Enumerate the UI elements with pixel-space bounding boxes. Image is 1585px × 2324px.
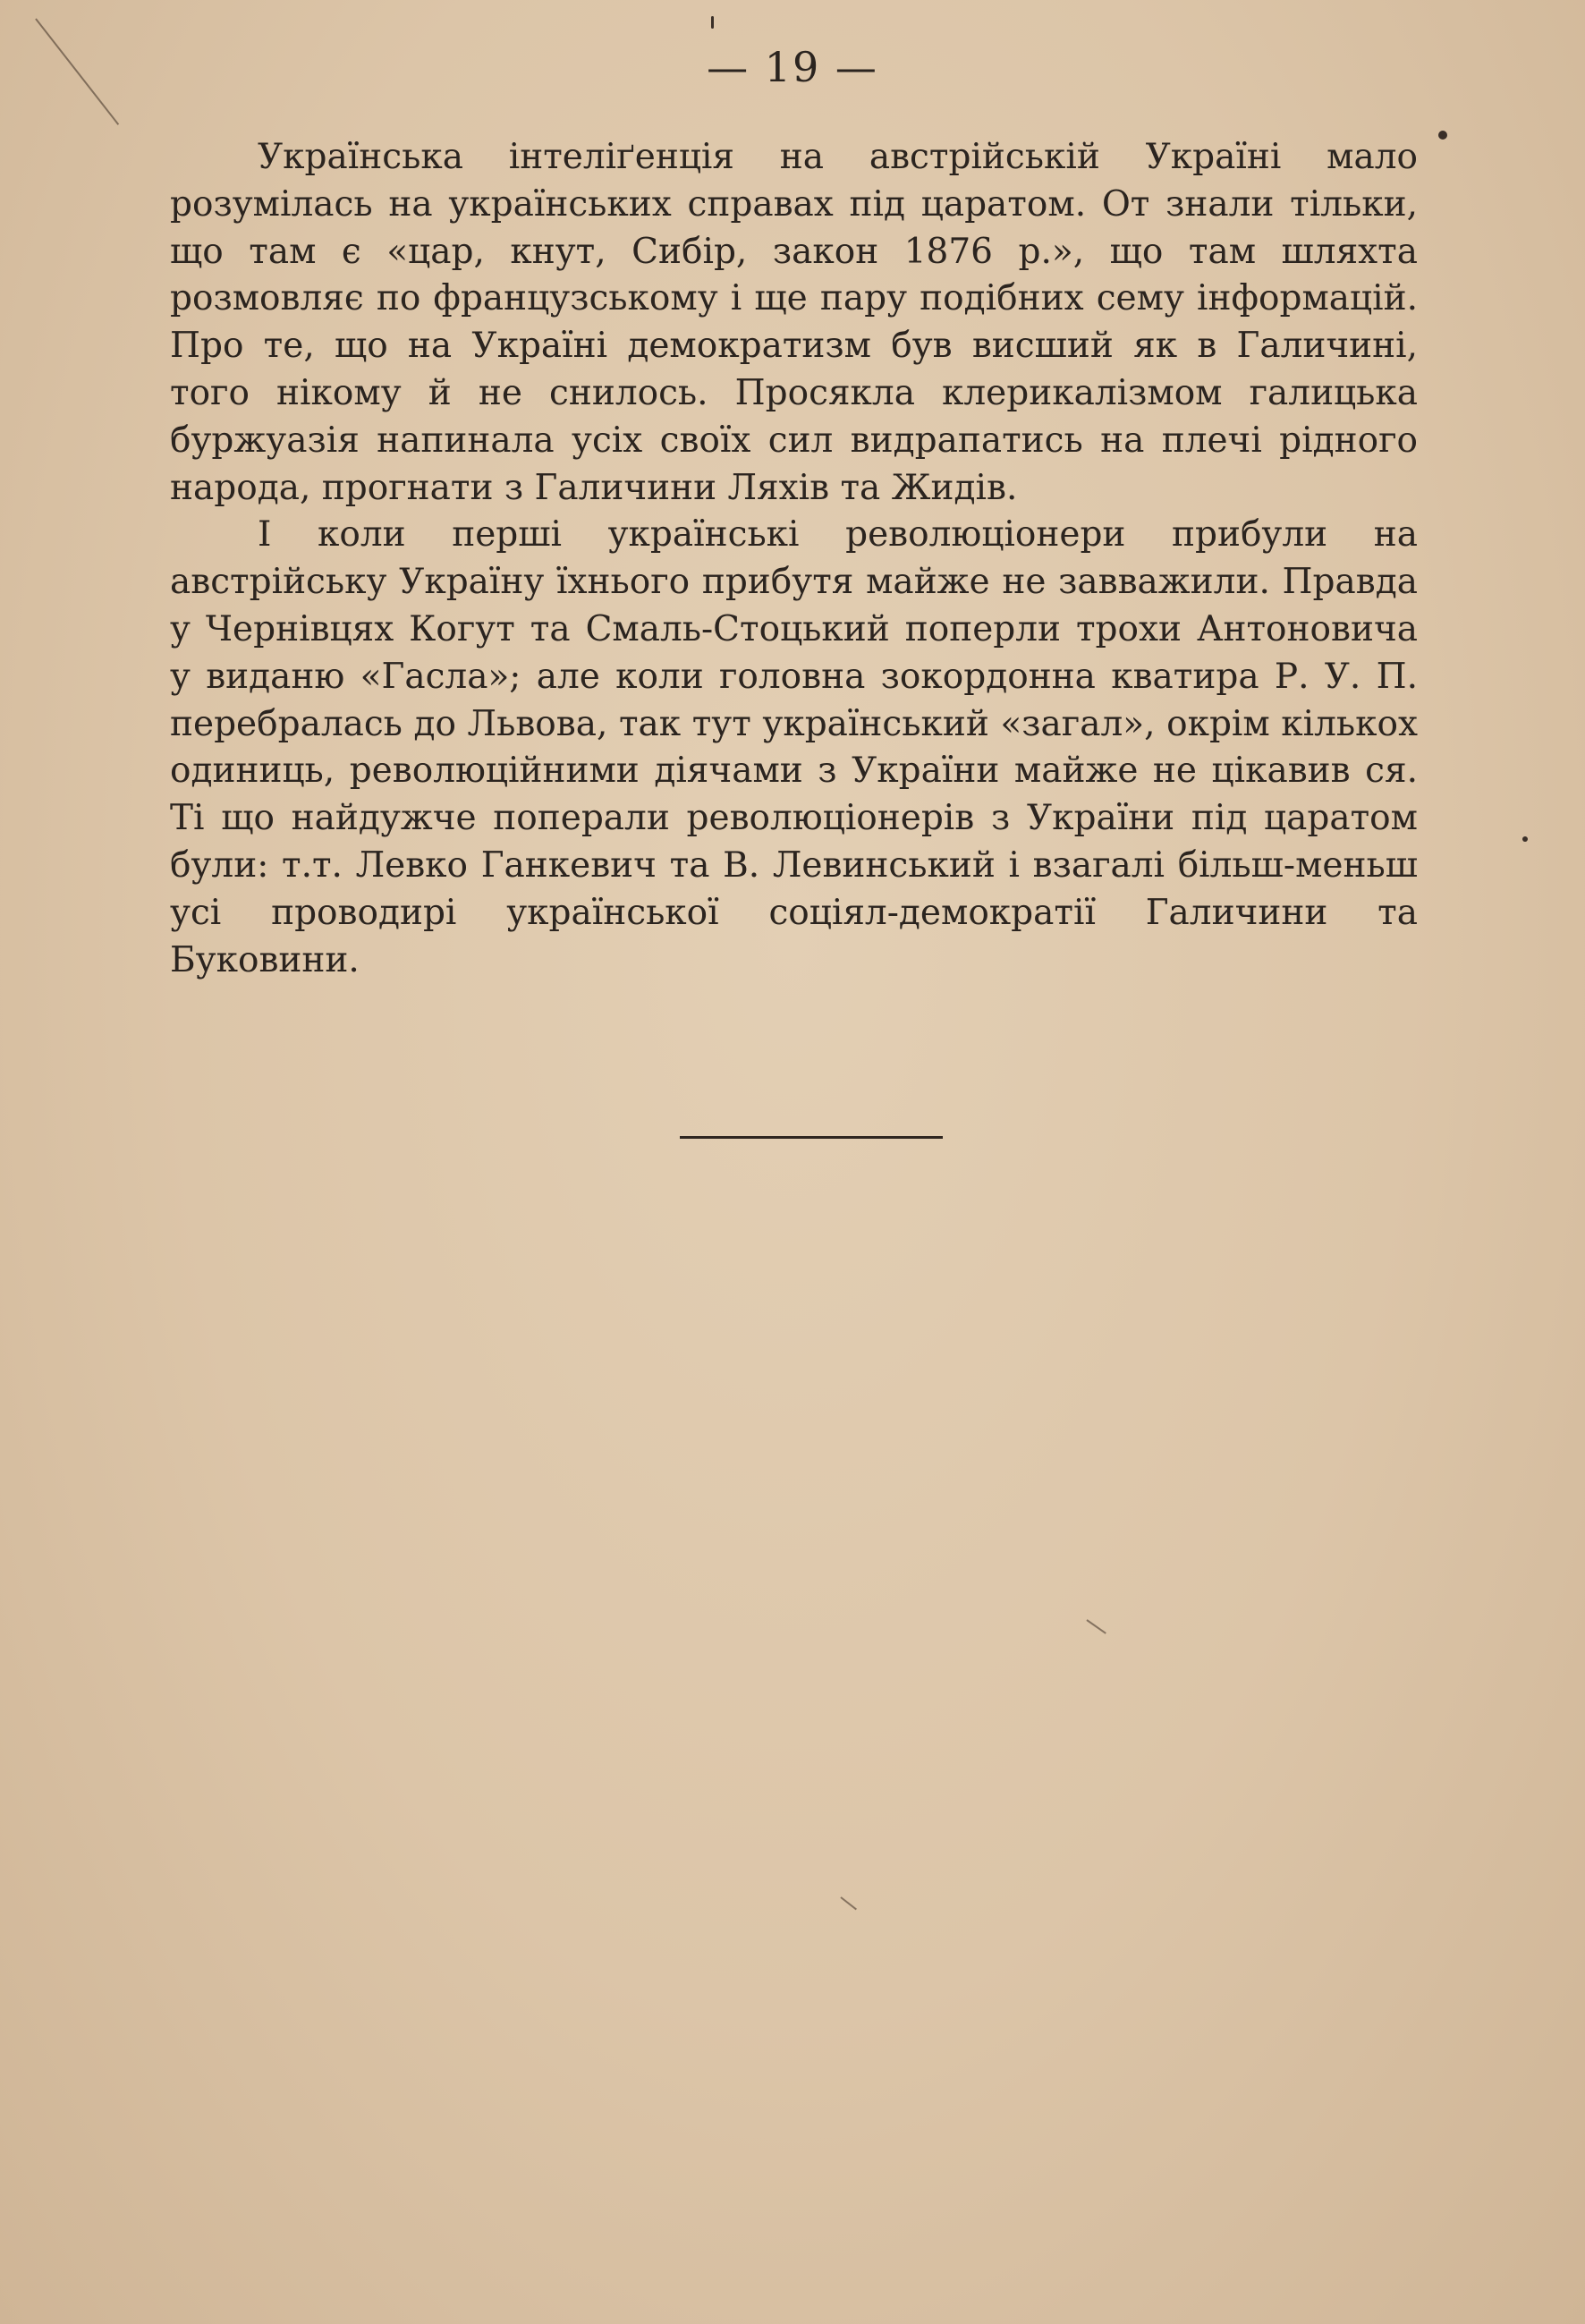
paper-speck — [1522, 836, 1528, 842]
page-number: — 19 — — [707, 43, 878, 91]
paper-speck — [1438, 131, 1447, 140]
paper-scratch — [1086, 1619, 1106, 1634]
paragraph-2: І коли перші українські революціонери прибули на австрійську Україну їхнього прибутя майже не завважили. Правда у Чернівцях Когут та Смаль-Стоцький поперли трохи Антоновича у виданю «Гасла»; але коли головна зокордонна кватира Р. У. П. перебралась до Львова, так тут український «загал», окрім кількох одиниць, революційними діячами з України майже не цікавив ся. Ті що найдужче поперали революціонерів з України під царатом були: т.т. Левко Ганкевич та В. Левинський і взагалі більш-меньш усі проводирі української соціял-демократії Галичини та Буковини. — [170, 514, 1418, 980]
section-divider — [680, 1136, 943, 1139]
body-text — [170, 134, 1418, 984]
paper-speck — [711, 16, 714, 29]
paragraph-1: Українська інтеліґенція на австрійській Україні мало розумілась на українських справах під царатом. От знали тільки, що там є «цар, кнут, Сибір, закон 1876 р.», що там шляхта розмовляє по французському і ще пару подібних сему інформацій. Про те, що на Україні демократизм був висший як в Галичині, того нікому й не снилось. Просякла клерикалізмом галицька буржуазія напинала усіх своїх сил видрапатись на плечі рідного народа, прогнати з Галичини Ляхів та Жидів. — [170, 137, 1418, 508]
paper-scratch — [840, 1896, 857, 1910]
